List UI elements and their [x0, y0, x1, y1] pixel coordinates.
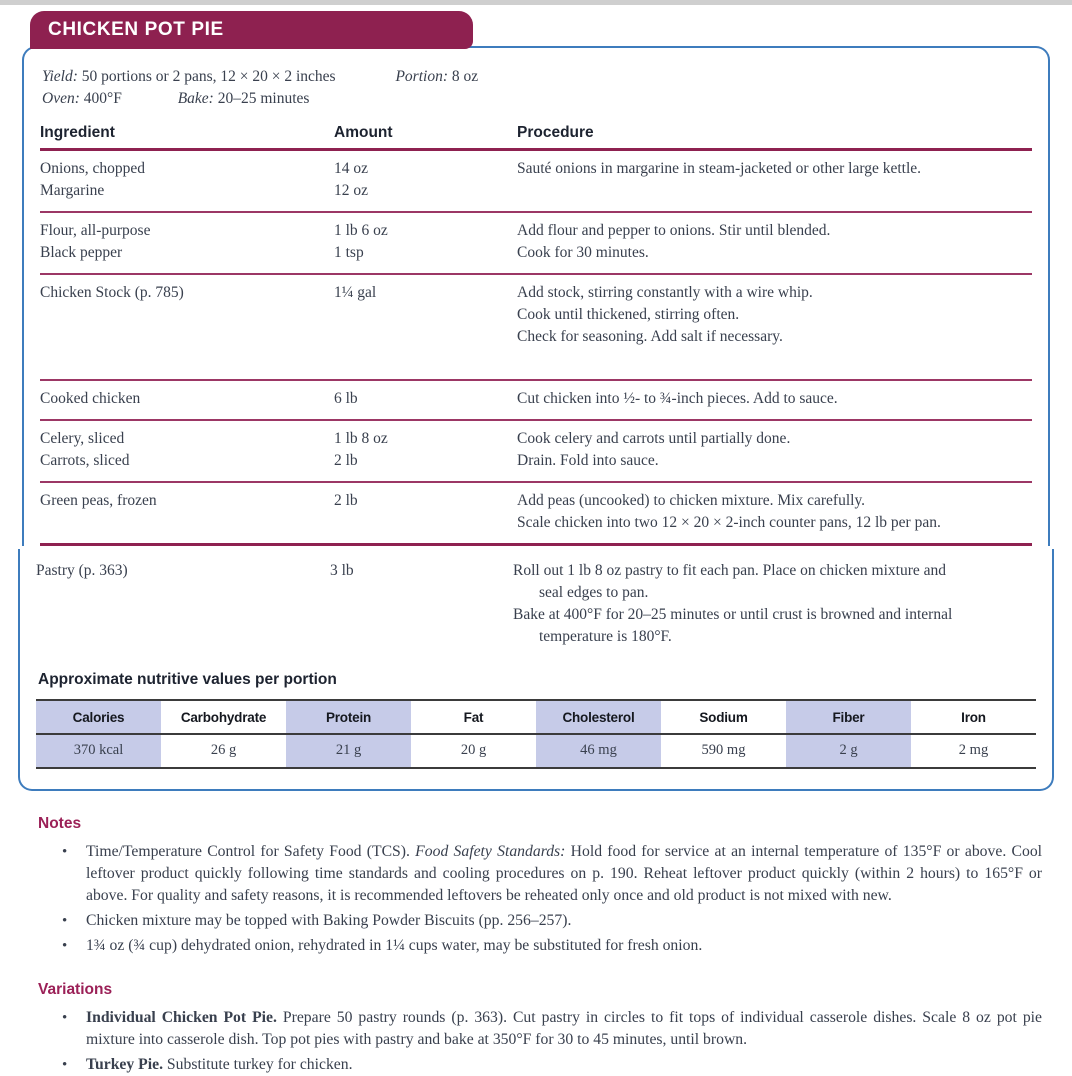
- nutrition-value: 2 mg: [958, 742, 989, 758]
- notes-section: [38, 815, 1072, 957]
- variation-text: Individual Chicken Pot Pie. Prepare 50 pastry rounds (p. 363). Cut pastry in circles to fit tops of individual casserole dishes. Scale 8 oz pot pie mixture into casserole dish. Top pot pies with pastry and bake at 350°F for 30 to 45 minutes, until brown.: [86, 1009, 1042, 1048]
- amount-cell: 1 lb 6 oz 1 tsp: [334, 222, 388, 261]
- nutrition-value: 21 g: [286, 735, 411, 767]
- page-top-edge: [0, 0, 1072, 5]
- nutrition-value: 46 mg: [536, 735, 661, 767]
- table-row: [40, 421, 1032, 483]
- ingredient-cell: Pastry (p. 363): [36, 562, 128, 579]
- nutrition-value: 590 mg: [701, 742, 746, 758]
- ingredient-cell: Green peas, frozen: [40, 492, 157, 509]
- bullet-icon: •: [62, 1057, 68, 1073]
- recipe-card-lower: [18, 549, 1054, 791]
- nutrition-value: 2 g: [786, 735, 911, 767]
- nutrition-header: Sodium: [661, 701, 786, 735]
- amount-cell: 1¼ gal: [334, 284, 377, 301]
- recipe-title-tab: [30, 11, 473, 49]
- portion-value: 8 oz: [451, 68, 479, 85]
- table-row: [40, 483, 1032, 546]
- bake-value: 20–25 minutes: [217, 90, 310, 107]
- col-header-amount: Amount: [334, 124, 393, 141]
- table-row: [40, 275, 1032, 381]
- col-header-ingredient: Ingredient: [40, 124, 115, 141]
- recipe-meta: [42, 66, 1032, 110]
- bullet-icon: •: [62, 844, 68, 860]
- table-row: [40, 151, 1032, 213]
- procedure-cell: Add flour and pepper to onions. Stir until blended. Cook for 30 minutes.: [517, 222, 831, 261]
- procedure-cell: Roll out 1 lb 8 oz pastry to fit each pan. Place on chicken mixture and seal edges to pan. Bake at 400°F for 20–25 minutes or until crust is browned and internal temperature is 180°F.: [513, 562, 953, 645]
- recipe-title: CHICKEN POT PIE: [48, 19, 224, 40]
- meta-line-2: [42, 88, 1032, 110]
- nutrition-value: 20 g: [460, 742, 487, 758]
- ingredient-cell: Cooked chicken: [40, 390, 141, 407]
- nutrition-value: 26 g: [210, 742, 237, 758]
- recipe-table-header: [40, 120, 1032, 151]
- nutrition-header: Fat: [411, 701, 536, 735]
- amount-cell: 6 lb: [334, 390, 358, 407]
- table-row: [40, 213, 1032, 275]
- nutrition-header: Iron: [911, 701, 1036, 735]
- ingredient-cell: Celery, sliced Carrots, sliced: [40, 430, 130, 469]
- ingredient-cell: Onions, chopped Margarine: [40, 160, 146, 199]
- bullet-icon: •: [62, 938, 68, 954]
- note-text: Chicken mixture may be topped with Baking Powder Biscuits (pp. 256–257).: [86, 912, 572, 929]
- col-header-procedure: Procedure: [517, 124, 594, 141]
- yield-value: 50 portions or 2 pans, 12 × 20 × 2 inches: [81, 68, 336, 85]
- nutrition-header: Protein: [286, 701, 411, 735]
- amount-cell: 14 oz 12 oz: [334, 160, 369, 199]
- note-item: [62, 935, 1042, 957]
- note-text: Time/Temperature Control for Safety Food (TCS). Food Safety Standards: Hold food for service at an internal temperature of 135°F or above. Cool leftover product quickly following time standards and cooling procedures on p. 190. Reheat leftover product quickly (within 2 hours) to 165°F or above. For quality and safety reasons, it is recommended leftovers be reheated only once and old product is not mixed with new.: [86, 843, 1043, 904]
- nutrition-title: Approximate nutritive values per portion: [38, 671, 337, 688]
- notes-heading: Notes: [38, 815, 82, 832]
- procedure-cell: Add stock, stirring constantly with a wire whip. Cook until thickened, stirring often. Check for seasoning. Add salt if necessary.: [517, 284, 813, 345]
- variation-item: [62, 1054, 1042, 1076]
- oven-label: Oven:: [42, 90, 80, 107]
- amount-cell: 2 lb: [334, 492, 358, 509]
- oven-value: 400°F: [83, 90, 122, 107]
- bullet-icon: •: [62, 913, 68, 929]
- amount-cell: 3 lb: [330, 562, 354, 579]
- variation-text: Turkey Pie. Substitute turkey for chicken.: [86, 1056, 353, 1073]
- procedure-cell: Cook celery and carrots until partially done. Drain. Fold into sauce.: [517, 430, 791, 469]
- procedure-cell: Sauté onions in margarine in steam-jacketed or other large kettle.: [517, 160, 922, 177]
- nutrition-header: Cholesterol: [536, 701, 661, 735]
- table-row: [36, 553, 1036, 657]
- nutrition-header: Calories: [36, 701, 161, 735]
- note-text: 1¾ oz (¾ cup) dehydrated onion, rehydrated in 1¼ cups water, may be substituted for fresh onion.: [86, 937, 703, 954]
- table-row: [40, 381, 1032, 421]
- amount-cell: 1 lb 8 oz 2 lb: [334, 430, 388, 469]
- ingredient-cell: Chicken Stock (p. 785): [40, 284, 184, 301]
- bake-label: Bake:: [177, 90, 214, 107]
- nutrition-header: Carbohydrate: [161, 701, 286, 735]
- yield-label: Yield:: [42, 68, 78, 85]
- nutrition-value: 370 kcal: [36, 735, 161, 767]
- portion-label: Portion:: [395, 68, 448, 85]
- nutrition-header: Fiber: [786, 701, 911, 735]
- variations-section: [38, 981, 1072, 1076]
- meta-line-1: [42, 66, 1032, 88]
- variations-heading: Variations: [38, 981, 113, 998]
- nutrition-table: [36, 699, 1036, 769]
- bullet-icon: •: [62, 1010, 68, 1026]
- note-item: [62, 910, 1042, 932]
- ingredient-cell: Flour, all-purpose Black pepper: [40, 222, 151, 261]
- note-item: [62, 841, 1042, 907]
- variation-item: [62, 1007, 1042, 1051]
- procedure-cell: Add peas (uncooked) to chicken mixture. Mix carefully. Scale chicken into two 12 × 20 × 2-inch counter pans, 12 lb per pan.: [517, 492, 941, 531]
- recipe-card-upper: [22, 46, 1050, 546]
- procedure-cell: Cut chicken into ½- to ¾-inch pieces. Add to sauce.: [517, 390, 838, 407]
